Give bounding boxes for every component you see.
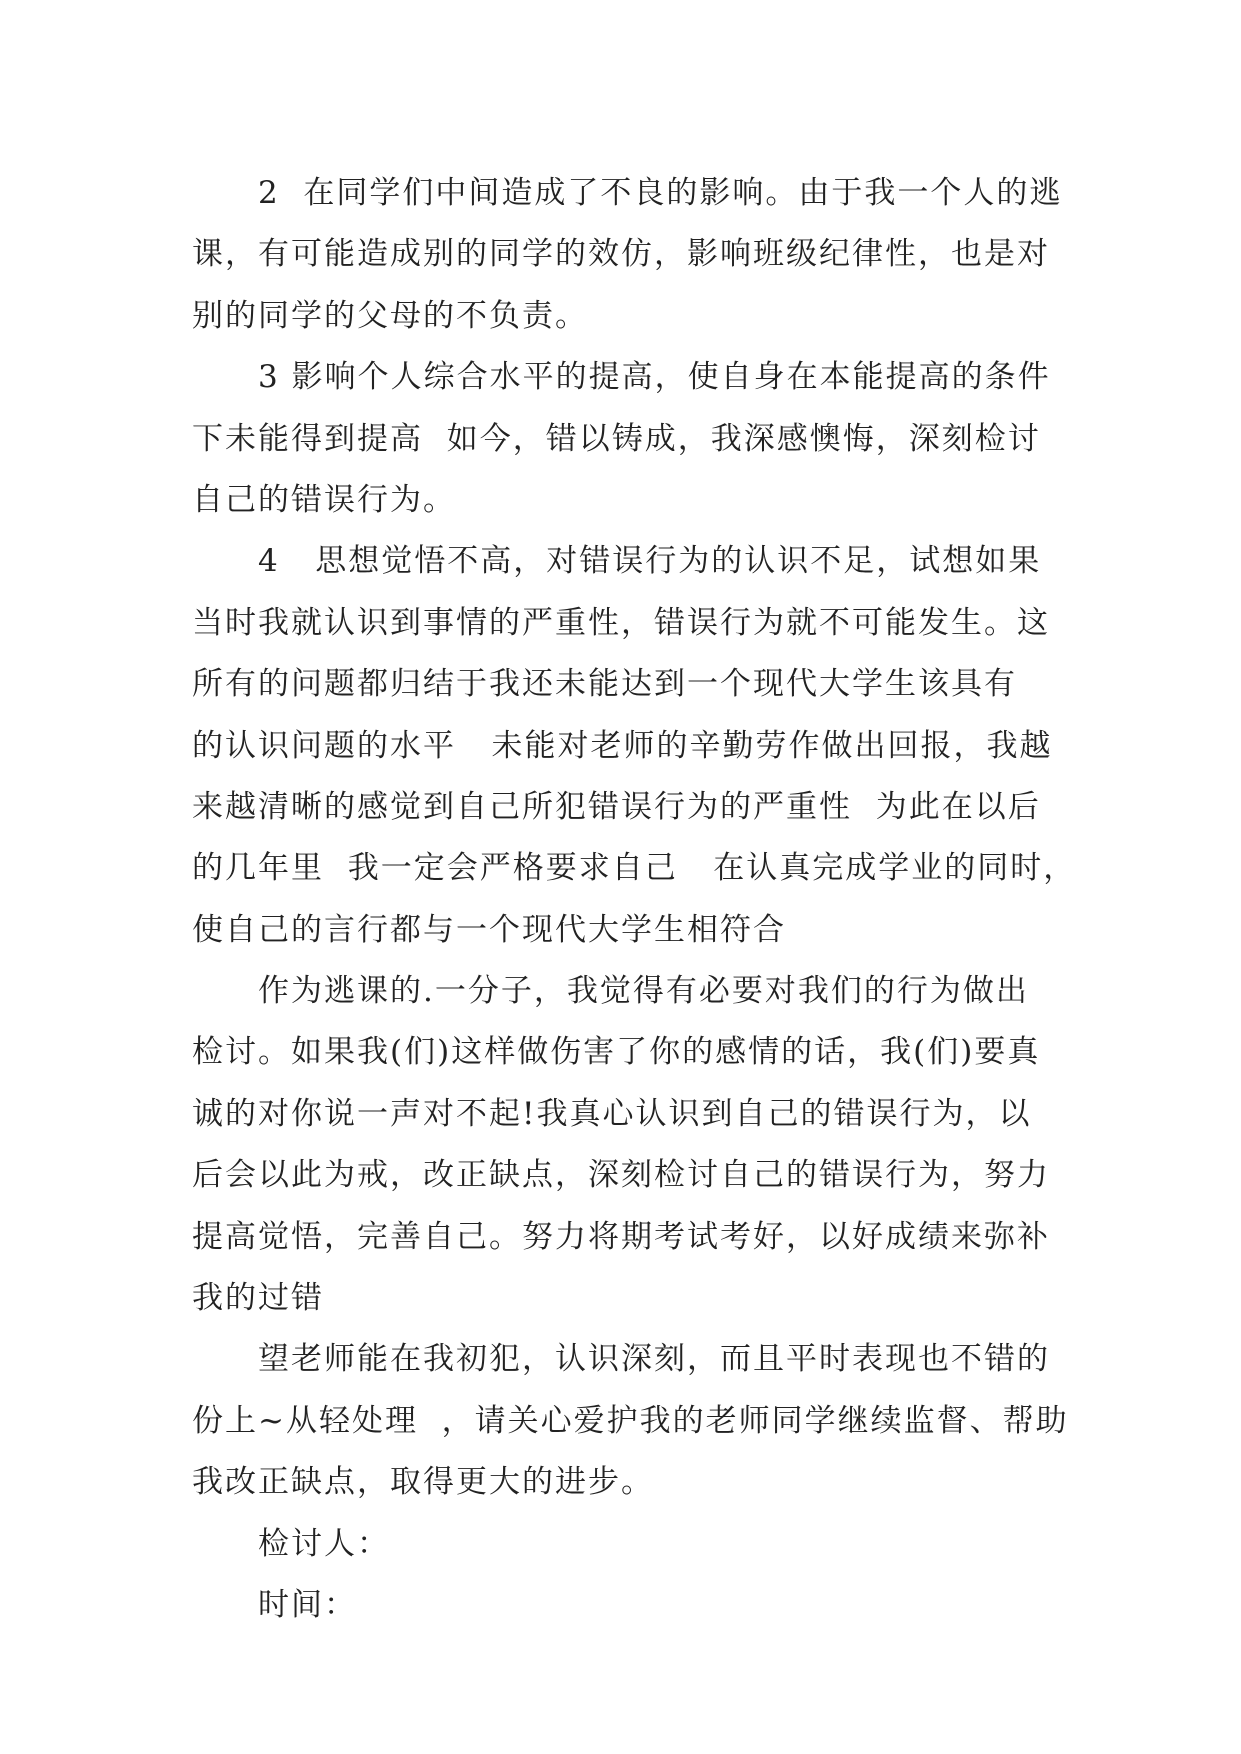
text-line: 别的同学的父母的不负责。 (192, 297, 588, 334)
text-line: 4 思想觉悟不高，对错误行为的认识不足，试想如果 (258, 543, 1042, 580)
text-line: 3 影响个人综合水平的提高，使自身在本能提高的条件 (258, 359, 1051, 396)
text-line: 作为逃课的.一分子，我觉得有必要对我们的行为做出 (258, 973, 1029, 1010)
paragraph-2 (192, 163, 1067, 347)
document-body (192, 163, 1077, 1636)
paragraph-apology (192, 961, 1067, 1329)
text-line: 课，有可能造成别的同学的效仿，影响班级纪律性，也是对 (192, 236, 1050, 273)
text-line: 下未能得到提高 如今，错以铸成，我深感懊悔，深刻检讨 (192, 420, 1041, 457)
text-line: 诚的对你说一声对不起!我真心认识到自己的错误行为，以 (192, 1095, 1032, 1132)
text-line: 所有的问题都归结于我还未能达到一个现代大学生该具有 (192, 666, 1017, 703)
text-line: 我的过错 (192, 1280, 324, 1317)
text-line: 后会以此为戒，改正缺点，深刻检讨自己的错误行为，努力 (192, 1157, 1050, 1194)
text-line: 份上~从轻处理 ，请关心爱护我的老师同学继续监督、帮助 (192, 1402, 1069, 1439)
text-line: 提高觉悟，完善自己。努力将期考试考好，以好成绩来弥补 (192, 1218, 1050, 1255)
text-line: 使自己的言行都与一个现代大学生相符合 (192, 911, 786, 948)
paragraph-request (192, 1329, 1067, 1513)
text-line: 我改正缺点，取得更大的进步。 (192, 1464, 654, 1501)
text-line: 当时我就认识到事情的严重性，错误行为就不可能发生。这 (192, 604, 1050, 641)
paragraph-4 (192, 531, 1077, 961)
text-line: 来越清晰的感觉到自己所犯错误行为的严重性 为此在以后 (192, 788, 1041, 825)
signature-block (192, 1514, 1067, 1637)
reviewer-label: 检讨人： (258, 1525, 390, 1562)
text-line: 的几年里 我一定会严格要求自己 在认真完成学业的同时， (192, 850, 1077, 887)
text-line: 2 在同学们中间造成了不良的影响。由于我一个人的逃 (258, 175, 1063, 211)
paragraph-3 (192, 347, 1067, 531)
text-line: 的认识问题的水平 未能对老师的辛勤劳作做出回报，我越 (192, 727, 1053, 764)
text-line: 自己的错误行为。 (192, 481, 456, 518)
date-label: 时间： (258, 1586, 357, 1623)
text-line: 望老师能在我初犯，认识深刻，而且平时表现也不错的 (258, 1341, 1050, 1378)
text-line: 检讨。如果我(们)这样做伤害了你的感情的话，我(们)要真 (192, 1034, 1041, 1071)
